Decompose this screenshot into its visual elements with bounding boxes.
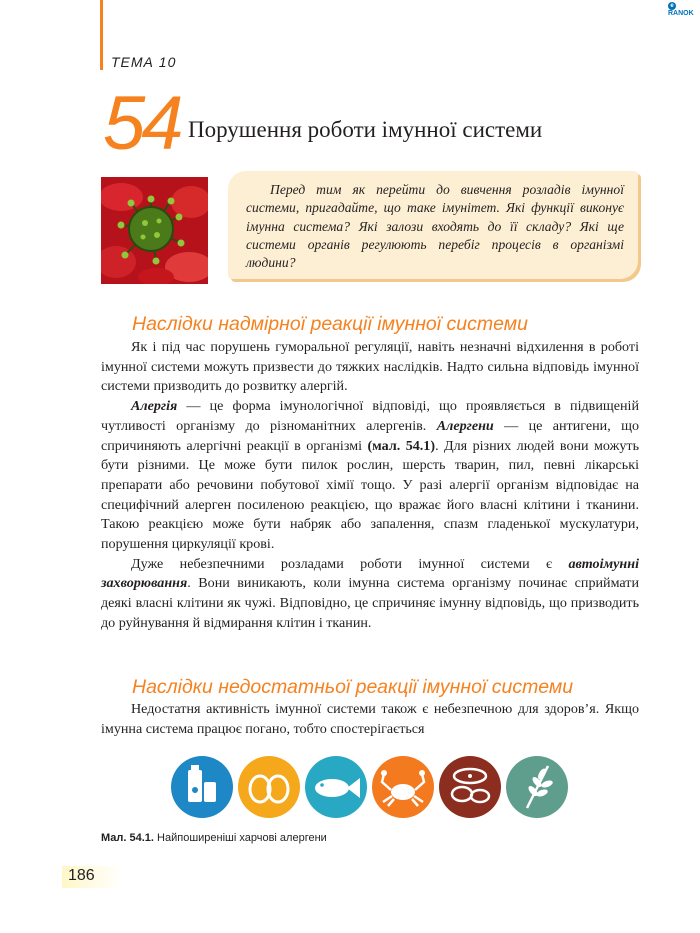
food-allergens-figure <box>170 752 570 822</box>
eggs-icon <box>238 756 300 818</box>
theme-label: ТЕМА 10 <box>111 54 177 70</box>
paragraph: Як і під час порушень гуморальної регуляції, навіть незначні відхилення в роботі імунної системи можуть призвести до тяжких наслідків. Надто сильна відповідь імунної системи призводить до розвитку алергій. <box>101 339 639 395</box>
publisher-logo: e RANOK <box>668 3 694 17</box>
nuts-icon <box>439 756 501 818</box>
page-number-tab <box>62 866 122 888</box>
lesson-number: 54 <box>103 81 180 166</box>
term-autoimmune: автоімунні захворювання <box>101 555 639 592</box>
milk-icon <box>171 756 233 818</box>
section2-body <box>101 700 639 739</box>
figure-caption: Мал. 54.1. Найпоширеніші харчові алергени <box>101 832 327 844</box>
term-allergy: Алергія <box>131 398 178 415</box>
crab-icon <box>372 756 434 818</box>
header-accent-bar <box>100 0 103 70</box>
term-allergens: Алергени <box>436 417 494 434</box>
intro-text: Перед тим як перейти до вивчення розладів імунної системи, пригадайте, що таке імунітет. Які функції виконує імунна система? Які залози входять до її складу? Які ще системи органів регулюють перебіг процесів в організмі людини? <box>246 182 624 271</box>
section-heading-excessive: Наслідки надмірної реакції імунної системи <box>132 313 528 335</box>
section-heading-insufficient: Наслідки недостатньої реакції імунної системи <box>132 676 574 698</box>
intro-box <box>228 171 638 279</box>
fish-icon <box>305 756 367 818</box>
paragraph: Недостатня активність імунної системи також є небезпечною для здоров’я. Якщо імунна система працює погано, тобто спостерігається <box>101 701 639 737</box>
figure-reference: (мал. 54.1) <box>367 437 436 454</box>
page-number: 186 <box>68 867 95 884</box>
section1-body <box>101 338 639 634</box>
paragraph: Алергія — це форма імунологічної відповіді, що проявляється в підвищеній чутливості організму до різноманітних алергенів. Алергени — це антигени, що спричиняють алергічні реакції в організмі (мал. 54.1). Для різних людей вони можуть бути різними. Це може бути пилок рослин, шерсть тварин, пил, певні лікарські препарати або речовини побутової хімії тощо. У разі алергії організм відповідає на специфічний алерген посиленою реакцією, що вражає його власні клітини і тканини. Такою реакцією може бути набряк або запалення, спазм гладенької мускулатури, порушення циркуляції крові. <box>101 398 640 553</box>
publisher-logo-icon: e <box>668 2 676 10</box>
paragraph: Дуже небезпечними розладами роботи імунної системи є автоімунні захворювання. Вони виникають, коли імунна система організму починає сприймати деякі власні клітини як чужі. Відповідно, це спричиняє імунну відповідь, що призводить до руйнування й відмирання клітин і тканин. <box>101 555 639 631</box>
virus-illustration <box>101 177 208 284</box>
wheat-icon <box>506 756 568 818</box>
lesson-title: Порушення роботи імунної системи <box>188 117 543 142</box>
